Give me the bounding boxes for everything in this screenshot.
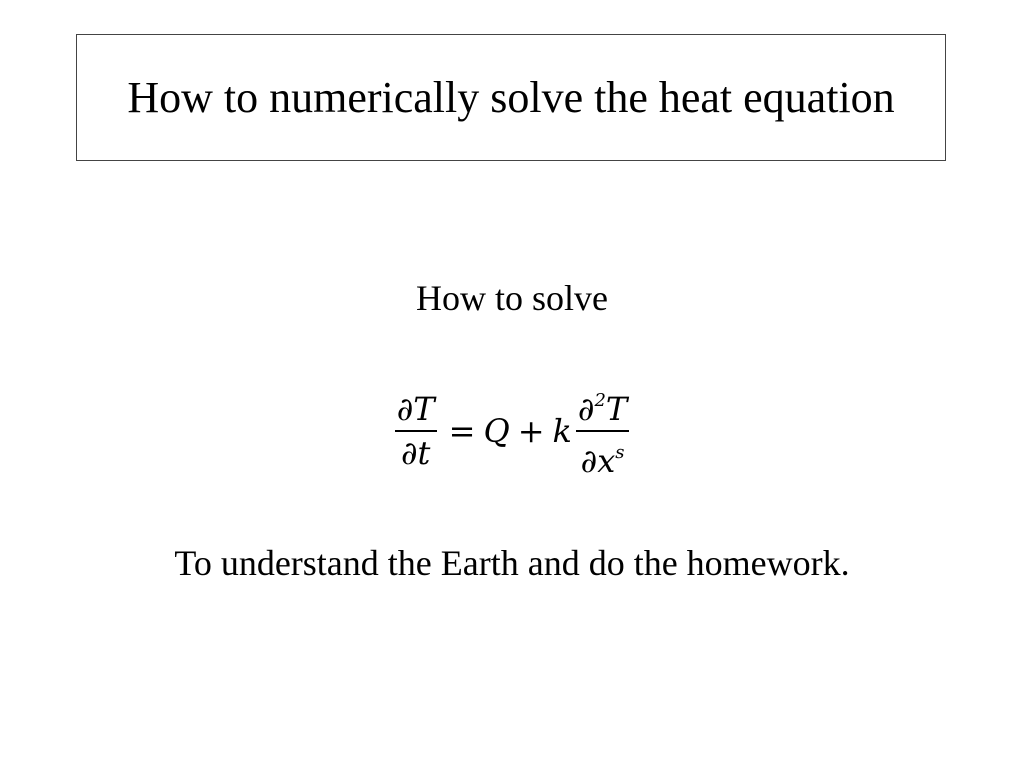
heat-equation <box>0 382 1024 480</box>
lhs-fraction <box>395 390 437 472</box>
rhs-fraction <box>576 382 629 480</box>
coefficient: k <box>552 412 572 450</box>
lhs-numerator: ∂T <box>396 390 435 428</box>
equals-sign: = <box>448 412 476 450</box>
rhs-denominator-exponent: s <box>615 442 625 463</box>
subheading: How to solve <box>416 278 608 318</box>
source-term: Q <box>483 412 510 450</box>
rhs-denominator <box>579 434 627 480</box>
rhs-numerator-var: T <box>605 390 628 428</box>
rhs-denominator-d: ∂x <box>580 442 616 480</box>
plus-sign: + <box>517 412 545 450</box>
lhs-denominator: ∂t <box>400 434 431 472</box>
rhs-fraction-bar <box>576 430 629 432</box>
lhs-fraction-bar <box>395 430 437 432</box>
rhs-numerator-exponent: 2 <box>594 390 606 411</box>
slide-title: How to numerically solve the heat equation <box>127 72 895 122</box>
rhs-numerator <box>576 382 629 428</box>
body-text: To understand the Earth and do the homework. <box>174 543 850 583</box>
title-box <box>76 34 946 161</box>
rhs-numerator-d: ∂ <box>577 390 595 428</box>
